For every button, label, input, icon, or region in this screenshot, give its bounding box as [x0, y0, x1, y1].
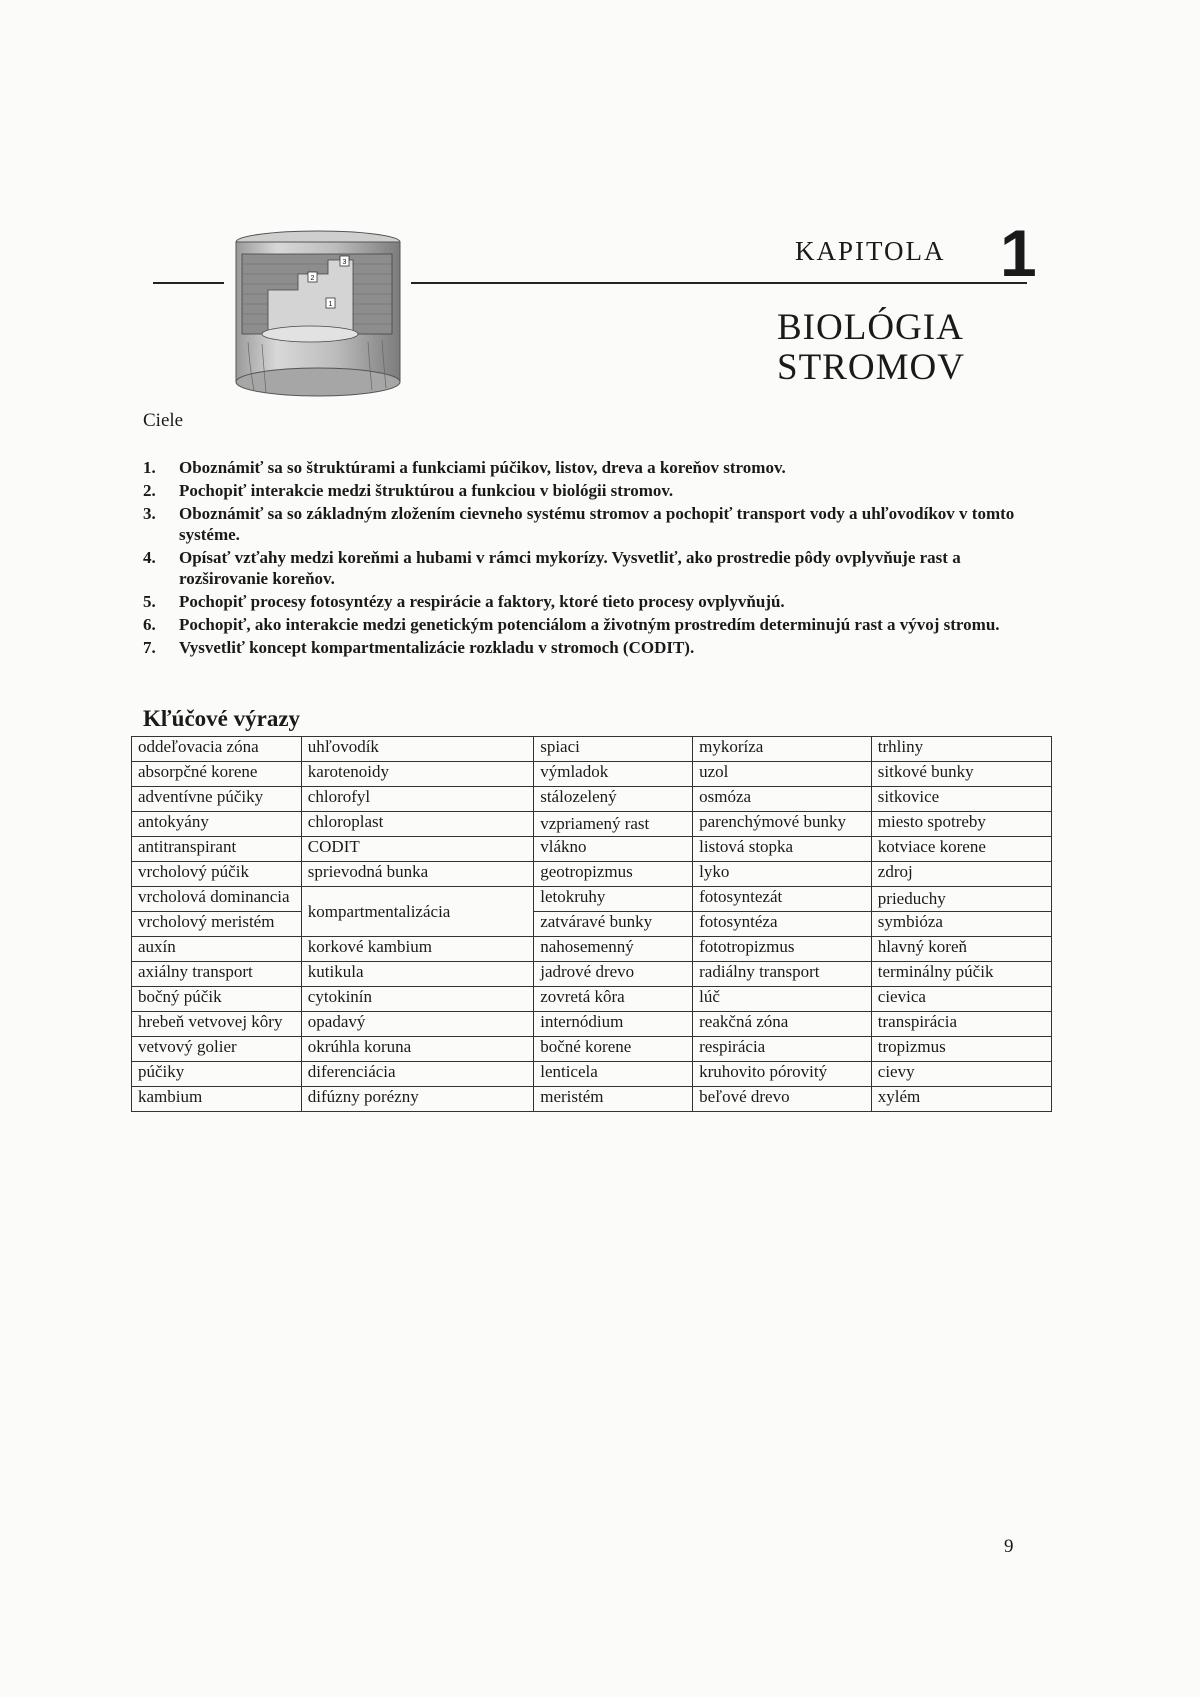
term-cell: nahosemenný — [534, 937, 693, 962]
term-cell: hrebeň vetvovej kôry — [132, 1012, 302, 1037]
goal-text: Pochopiť, ako interakcie medzi genetickým potenciálom a životným prostredím determinujú rast a vývoj stromu. — [179, 615, 1000, 634]
goal-number: 7. — [143, 638, 156, 657]
term-cell: cytokinín — [301, 987, 533, 1012]
table-row — [132, 1062, 1052, 1087]
term-cell: kompartmentalizácia — [301, 887, 533, 937]
table-row — [132, 1012, 1052, 1037]
term-cell: symbióza — [871, 912, 1051, 937]
chapter-title — [777, 308, 1017, 388]
term-cell: trhliny — [871, 737, 1051, 762]
goal-text: Oboznámiť sa so základným zložením cievneho systému stromov a pochopiť transport vody a uhľovodíkov v tomto systéme. — [179, 504, 1015, 544]
goal-item — [143, 480, 1023, 501]
term-cell: miesto spotreby — [871, 812, 1051, 837]
term-cell: CODIT — [301, 837, 533, 862]
term-cell: vlákno — [534, 837, 693, 862]
table-row — [132, 862, 1052, 887]
header-rule-right — [411, 282, 1027, 284]
term-cell: osmóza — [693, 787, 872, 812]
term-cell: auxín — [132, 937, 302, 962]
term-cell: chloroplast — [301, 812, 533, 837]
term-cell: okrúhla koruna — [301, 1037, 533, 1062]
term-cell: internódium — [534, 1012, 693, 1037]
table-row — [132, 762, 1052, 787]
term-cell: kruhovito pórovitý — [693, 1062, 872, 1087]
chapter-label: KAPITOLA — [795, 236, 946, 266]
goal-number: 2. — [143, 481, 156, 500]
term-cell: antitranspirant — [132, 837, 302, 862]
term-cell: prieduchy — [871, 887, 1051, 912]
table-row — [132, 962, 1052, 987]
term-cell: difúzny porézny — [301, 1087, 533, 1112]
goal-text: Opísať vzťahy medzi koreňmi a hubami v rámci mykorízy. Vysvetliť, ako prostredie pôdy ovplyvňuje rast a rozširovanie koreňov. — [179, 548, 961, 588]
goal-number: 4. — [143, 548, 156, 567]
table-row — [132, 787, 1052, 812]
term-cell: lenticela — [534, 1062, 693, 1087]
goal-number: 5. — [143, 592, 156, 611]
table-row — [132, 1037, 1052, 1062]
term-cell: vetvový golier — [132, 1037, 302, 1062]
term-cell: spiaci — [534, 737, 693, 762]
term-cell: korkové kambium — [301, 937, 533, 962]
figure-label-2: 2 — [310, 275, 315, 282]
figure-label-3: 3 — [342, 259, 347, 266]
table-row — [132, 987, 1052, 1012]
term-cell: parenchýmové bunky — [693, 812, 872, 837]
goal-number: 1. — [143, 458, 156, 477]
term-cell: bočný púčik — [132, 987, 302, 1012]
term-cell: vzpriamený rast — [534, 812, 693, 837]
term-cell: mykoríza — [693, 737, 872, 762]
tree-trunk-cylinder-icon — [228, 230, 408, 402]
term-cell: adventívne púčiky — [132, 787, 302, 812]
term-cell: vrcholový meristém — [132, 912, 302, 937]
figure-label-1: 1 — [328, 301, 333, 308]
term-cell: listová stopka — [693, 837, 872, 862]
term-cell: reakčná zóna — [693, 1012, 872, 1037]
term-cell: výmladok — [534, 762, 693, 787]
goal-text: Oboznámiť sa so štruktúrami a funkciami púčikov, listov, dreva a koreňov stromov. — [179, 458, 786, 477]
term-cell: hlavný koreň — [871, 937, 1051, 962]
key-terms-heading: Kľúčové výrazy — [143, 706, 301, 731]
term-cell: lyko — [693, 862, 872, 887]
goals-heading: Ciele — [143, 410, 184, 431]
goal-number: 6. — [143, 615, 156, 634]
term-cell: karotenoidy — [301, 762, 533, 787]
term-cell: meristém — [534, 1087, 693, 1112]
term-cell: kambium — [132, 1087, 302, 1112]
term-cell: kutikula — [301, 962, 533, 987]
chapter-title-line1: BIOLÓGIA — [777, 307, 964, 348]
goal-item — [143, 614, 1023, 635]
term-cell: diferenciácia — [301, 1062, 533, 1087]
term-cell: púčiky — [132, 1062, 302, 1087]
term-cell: chlorofyl — [301, 787, 533, 812]
term-cell: uhľovodík — [301, 737, 533, 762]
header-rule-left — [153, 282, 224, 284]
goals-list — [143, 457, 1023, 660]
term-cell: bočné korene — [534, 1037, 693, 1062]
term-cell: opadavý — [301, 1012, 533, 1037]
table-row — [132, 812, 1052, 837]
page-number: 9 — [1004, 1536, 1014, 1557]
goal-text: Pochopiť interakcie medzi štruktúrou a funkciou v biológii stromov. — [179, 481, 674, 500]
term-cell: zatváravé bunky — [534, 912, 693, 937]
goal-item — [143, 503, 1023, 545]
term-cell: oddeľovacia zóna — [132, 737, 302, 762]
term-cell: vrcholová dominancia — [132, 887, 302, 912]
goal-text: Pochopiť procesy fotosyntézy a respirácie a faktory, ktoré tieto procesy ovplyvňujú. — [179, 592, 785, 611]
term-cell: zovretá kôra — [534, 987, 693, 1012]
chapter-title-line2: STROMOV — [777, 347, 965, 388]
term-cell: fotosyntezát — [693, 887, 872, 912]
table-row — [132, 887, 1052, 912]
term-cell: geotropizmus — [534, 862, 693, 887]
term-cell: absorpčné korene — [132, 762, 302, 787]
term-cell: zdroj — [871, 862, 1051, 887]
term-cell: vrcholový púčik — [132, 862, 302, 887]
goal-item — [143, 637, 1023, 658]
goal-number: 3. — [143, 504, 156, 523]
table-row — [132, 737, 1052, 762]
term-cell: uzol — [693, 762, 872, 787]
term-cell: sprievodná bunka — [301, 862, 533, 887]
goal-item — [143, 591, 1023, 612]
term-cell: xylém — [871, 1087, 1051, 1112]
chapter-number: 1 — [1000, 216, 1037, 290]
term-cell: antokyány — [132, 812, 302, 837]
term-cell: fototropizmus — [693, 937, 872, 962]
term-cell: lúč — [693, 987, 872, 1012]
term-cell: tropizmus — [871, 1037, 1051, 1062]
term-cell: beľové drevo — [693, 1087, 872, 1112]
term-cell: terminálny púčik — [871, 962, 1051, 987]
term-cell: axiálny transport — [132, 962, 302, 987]
term-cell: stálozelený — [534, 787, 693, 812]
table-row — [132, 1087, 1052, 1112]
term-cell: sitkovice — [871, 787, 1051, 812]
term-cell: respirácia — [693, 1037, 872, 1062]
term-cell: jadrové drevo — [534, 962, 693, 987]
key-terms-table — [131, 736, 1052, 1112]
goal-item — [143, 547, 1023, 589]
term-cell: letokruhy — [534, 887, 693, 912]
term-cell: fotosyntéza — [693, 912, 872, 937]
goal-item — [143, 457, 1023, 478]
term-cell: kotviace korene — [871, 837, 1051, 862]
table-row — [132, 837, 1052, 862]
term-cell: cievica — [871, 987, 1051, 1012]
table-row — [132, 912, 1052, 937]
term-cell: cievy — [871, 1062, 1051, 1087]
term-cell: radiálny transport — [693, 962, 872, 987]
term-cell: transpirácia — [871, 1012, 1051, 1037]
goal-text: Vysvetliť koncept kompartmentalizácie rozkladu v stromoch (CODIT). — [179, 638, 695, 657]
term-cell: sitkové bunky — [871, 762, 1051, 787]
table-row — [132, 937, 1052, 962]
